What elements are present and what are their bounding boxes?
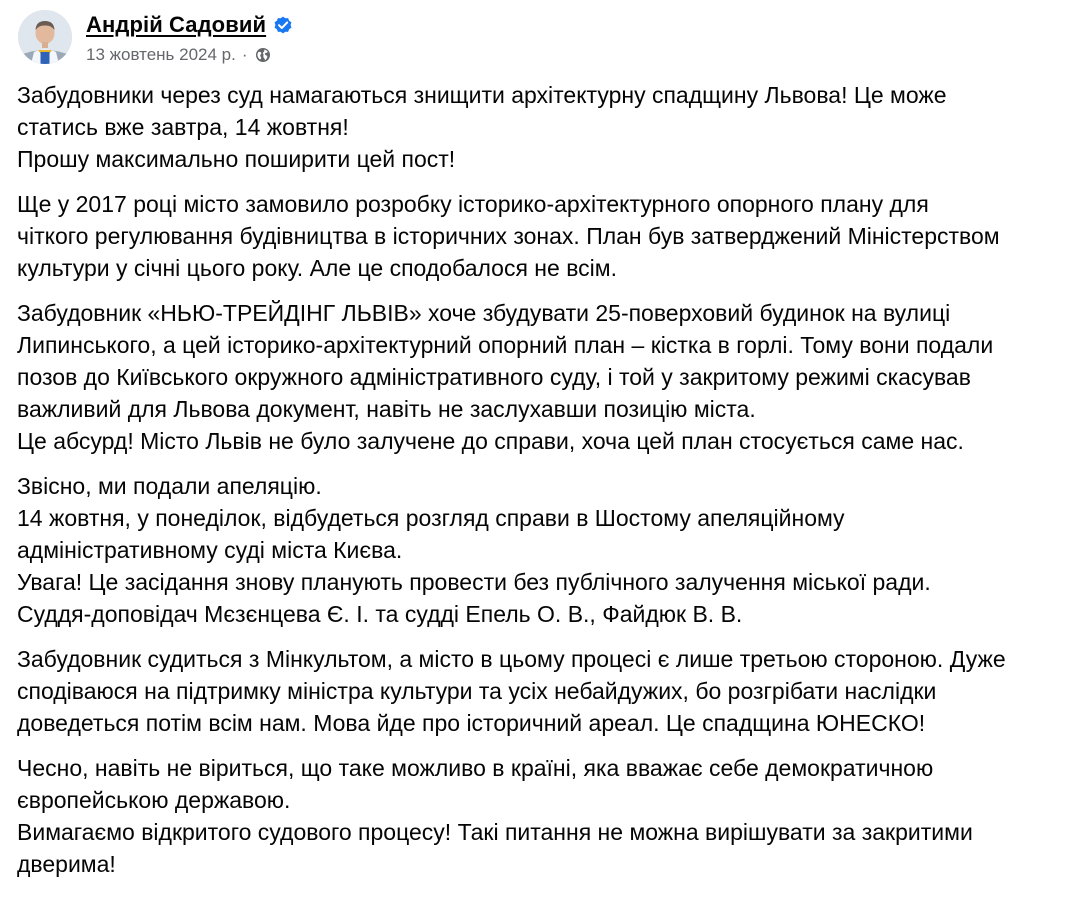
text-line: 14 жовтня, у понеділок, відбудеться розгляд справи в Шостому апеляційному: [17, 505, 845, 531]
post-text: [17, 79, 1079, 893]
author-row: [86, 10, 293, 40]
text-line: адміністративному суді міста Києва.: [17, 537, 403, 563]
text-line: культури у січні цього року. Але це сподобалося не всім.: [17, 255, 617, 281]
text-line: Забудовники через суд намагаються знищити архітектурну спадщину Львова! Це може: [17, 82, 947, 108]
post-paragraph: [17, 79, 1079, 175]
post-date-link[interactable]: 13 жовтень 2024 р.: [86, 45, 236, 64]
globe-icon[interactable]: [255, 47, 271, 63]
text-line: Липинського, а цей історико-архітектурний опорний план – кістка в горлі. Тому вони подали: [17, 332, 994, 358]
text-line: Забудовник «НЬЮ-ТРЕЙДІНГ ЛЬВІВ» хоче збудувати 25-поверховий будинок на вулиці: [17, 300, 951, 326]
meta-separator: ·: [241, 45, 248, 64]
post-paragraph: [17, 470, 1079, 630]
avatar-photo: [18, 10, 72, 64]
post-paragraph: [17, 643, 1079, 739]
text-line: дверима!: [17, 851, 116, 877]
text-line: позов до Київського окружного адміністративного суду, і той у закритому режимі скасував: [17, 364, 971, 390]
text-line: Звісно, ми подали апеляцію.: [17, 473, 322, 499]
text-line: статись вже завтра, 14 жовтня!: [17, 114, 349, 140]
post-paragraph: [17, 297, 1079, 457]
post-paragraph: [17, 188, 1079, 284]
text-line: Суддя-доповідач Мєзєнцева Є. І. та судді Епель О. В., Файдюк В. В.: [17, 601, 743, 627]
text-line: європейською державою.: [17, 787, 291, 813]
text-line: сподіваюся на підтримку міністра культури та усіх небайдужих, бо розгрібати наслідки: [17, 678, 937, 704]
text-line: Прошу максимально поширити цей пост!: [17, 146, 456, 172]
text-line: Чесно, навіть не віриться, що таке можливо в країні, яка вважає себе демократичною: [17, 755, 934, 781]
author-avatar[interactable]: [18, 10, 72, 64]
text-line: Це абсурд! Місто Львів не було залучене до справи, хоча цей план стосується саме нас.: [17, 428, 964, 454]
author-name-link[interactable]: Андрій Садовий: [86, 12, 267, 37]
post-header: [18, 10, 293, 66]
post-meta: [86, 10, 293, 66]
post-paragraph: [17, 752, 1079, 880]
verified-badge-icon: [273, 15, 293, 35]
text-line: Увага! Це засідання знову планують провести без публічного залучення міської ради.: [17, 569, 931, 595]
text-line: доведеться потім всім нам. Мова йде про історичний ареал. Це спадщина ЮНЕСКО!: [17, 710, 926, 736]
text-line: Забудовник судиться з Мінкультом, а місто в цьому процесі є лише третьою стороною. Дуже: [17, 646, 1006, 672]
text-line: важливий для Львова документ, навіть не заслухавши позицію міста.: [17, 396, 756, 422]
date-row: [86, 44, 293, 66]
text-line: Вимагаємо відкритого судового процесу! Такі питання не можна вирішувати за закритими: [17, 819, 973, 845]
text-line: чіткого регулювання будівництва в історичних зонах. План був затверджений Міністерством: [17, 223, 1000, 249]
text-line: Ще у 2017 році місто замовило розробку історико-архітектурного опорного плану для: [17, 191, 929, 217]
